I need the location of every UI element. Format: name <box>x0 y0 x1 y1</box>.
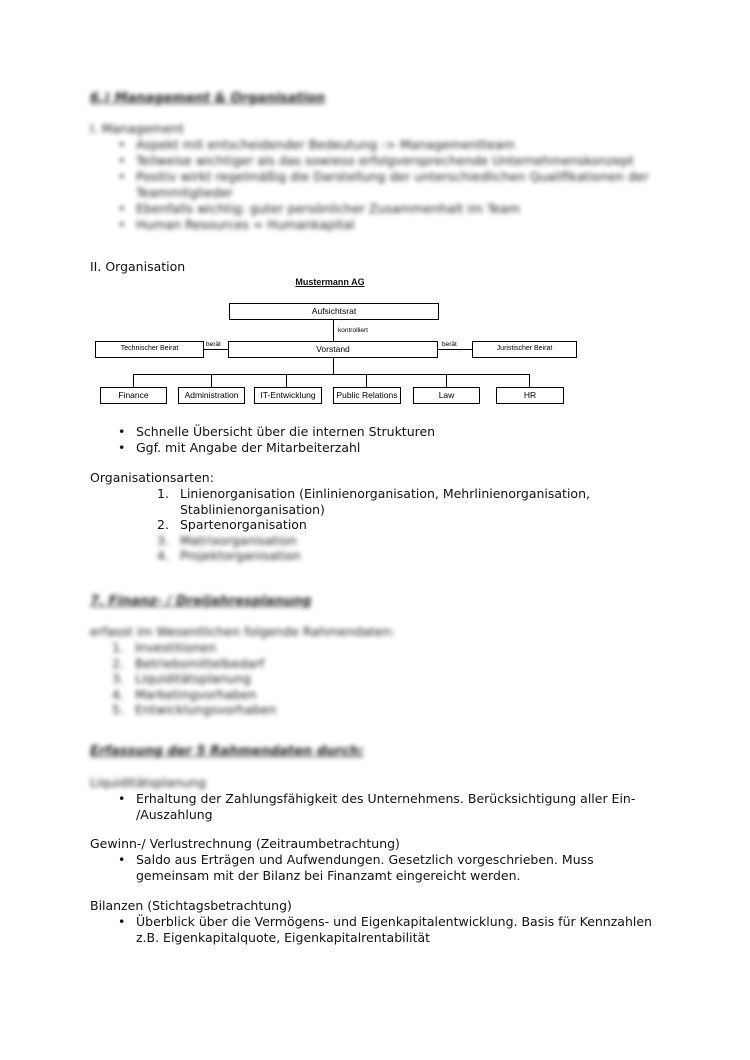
list-number: 5. <box>112 702 124 717</box>
list-item <box>90 517 690 533</box>
list-text: Marketingvorhaben <box>135 686 257 702</box>
guv-title: Gewinn-/ Verlustrechnung (Zeitraumbetrachtung) <box>90 836 400 851</box>
list-number: 3. <box>157 532 169 548</box>
connector-line <box>286 374 287 387</box>
list-number: 3. <box>112 671 124 686</box>
list-text: Liquiditätsplanung <box>135 671 251 686</box>
list-item <box>45 640 645 656</box>
list-item: • Ebenfalls wichtig: guter persönlicher Zusammenhalt im Team <box>90 201 690 217</box>
list-item: /Auszahlung <box>136 807 213 822</box>
finanzplanung-intro: erfasst im Wesentlichen folgende Rahmendaten: <box>90 624 395 639</box>
list-number: 1. <box>157 486 169 501</box>
label-kontrolliert: kontrolliert <box>338 327 368 334</box>
list-item: • Schnelle Übersicht über die internen Strukturen <box>90 424 690 440</box>
list-item: Teammitglieder <box>136 185 233 200</box>
list-text: Investitionen <box>135 640 217 655</box>
list-item <box>90 533 690 549</box>
list-item: • Positiv wirkt regelmäßig die Darstellung der unterschiedlichen Qualifikationen der <box>90 169 690 185</box>
list-number: 2. <box>157 517 169 532</box>
connector-line <box>333 358 334 375</box>
management-list <box>90 137 690 233</box>
list-item <box>45 702 645 718</box>
list-item: • Erhaltung der Zahlungsfähigkeit des Unternehmens. Berücksichtigung aller Ein- <box>90 791 710 807</box>
connector-line <box>529 374 530 387</box>
finanzplanung-list <box>45 640 645 718</box>
list-item: • Teilweise wichtiger als das sowieso erfolgversprechende Unternehmenskonzept <box>90 153 690 169</box>
list-number: 2. <box>112 655 124 671</box>
organisation-title: II. Organisation <box>90 259 186 274</box>
bilanzen-title: Bilanzen (Stichtagsbetrachtung) <box>90 898 292 913</box>
section-heading-erfassung: Erfassung der 5 Rahmendaten durch: <box>90 744 364 759</box>
org-box-finance: Finance <box>100 387 167 404</box>
list-text: Stablinienorganisation) <box>180 501 325 517</box>
list-text: Spartenorganisation <box>180 517 307 532</box>
list-item <box>45 671 645 687</box>
management-title: I. Management <box>90 121 184 136</box>
org-bullets <box>90 424 690 456</box>
org-box-hr: HR <box>496 387 564 404</box>
guv-list <box>90 852 710 884</box>
org-box-vorstand: Vorstand <box>228 341 438 358</box>
label-beraet-right: berät <box>442 341 457 348</box>
connector-line <box>366 374 367 387</box>
list-item: • Aspekt mit entscheidender Bedeutung -> Managementteam <box>90 137 690 153</box>
org-box-it-entwicklung: IT-Entwicklung <box>254 387 322 404</box>
list-item: gemeinsam mit der Bilanz bei Finanzamt eingereicht werden. <box>136 868 521 883</box>
org-box-administration: Administration <box>178 387 245 404</box>
list-item: • Human Resources = Humankapital <box>90 217 690 233</box>
list-text: Matrixorganisation <box>180 532 297 548</box>
list-item <box>45 687 645 703</box>
list-item: z.B. Eigenkapitalquote, Eigenkapitalrentabilität <box>136 930 431 945</box>
list-item <box>90 548 690 564</box>
list-number: 1. <box>112 640 124 655</box>
org-box-aufsichtsrat: Aufsichtsrat <box>229 303 439 320</box>
org-types-title: Organisationsarten: <box>90 470 214 485</box>
list-text: Projektorganisation <box>180 548 301 563</box>
liquiditaet-list <box>90 791 710 823</box>
bilanzen-list <box>90 914 710 946</box>
connector-line <box>446 374 447 387</box>
org-chart-title: Mustermann AG <box>295 277 365 287</box>
list-number: 4. <box>112 686 124 702</box>
org-types-list <box>90 486 690 564</box>
connector-line <box>133 374 134 387</box>
connector-line <box>211 374 212 387</box>
org-box-juristischer-beirat: Juristischer Beirat <box>472 341 577 358</box>
list-text: Betriebsmittelbedarf <box>135 655 265 671</box>
label-beraet-left: berät <box>206 341 221 348</box>
list-text: Entwicklungsvorhaben <box>135 702 277 717</box>
connector-line <box>133 374 530 375</box>
list-item: • Ggf. mit Angabe der Mitarbeiterzahl <box>90 440 690 456</box>
list-item: • Saldo aus Erträgen und Aufwendungen. Gesetzlich vorgeschrieben. Muss <box>90 852 710 868</box>
list-item <box>45 656 645 672</box>
connector-line <box>204 349 228 350</box>
connector-line <box>438 349 472 350</box>
org-box-law: Law <box>413 387 480 404</box>
liquiditaet-title: Liquiditätsplanung <box>90 775 206 790</box>
section-heading-management: 6.) Management & Organisation <box>90 91 326 106</box>
section-heading-finanzplanung: 7. Finanz- / Dreijahresplanung <box>90 594 312 609</box>
list-number: 4. <box>157 548 169 563</box>
list-item <box>90 486 690 502</box>
org-box-public-relations: Public Relations <box>333 387 401 404</box>
list-item <box>90 502 690 518</box>
org-box-technischer-beirat: Technischer Beirat <box>95 341 204 358</box>
list-text: Linienorganisation (Einlinienorganisation, Mehrlinienorganisation, <box>180 486 590 501</box>
connector-line <box>333 320 334 341</box>
list-item: • Überblick über die Vermögens- und Eigenkapitalentwicklung. Basis für Kennzahlen <box>90 914 710 930</box>
